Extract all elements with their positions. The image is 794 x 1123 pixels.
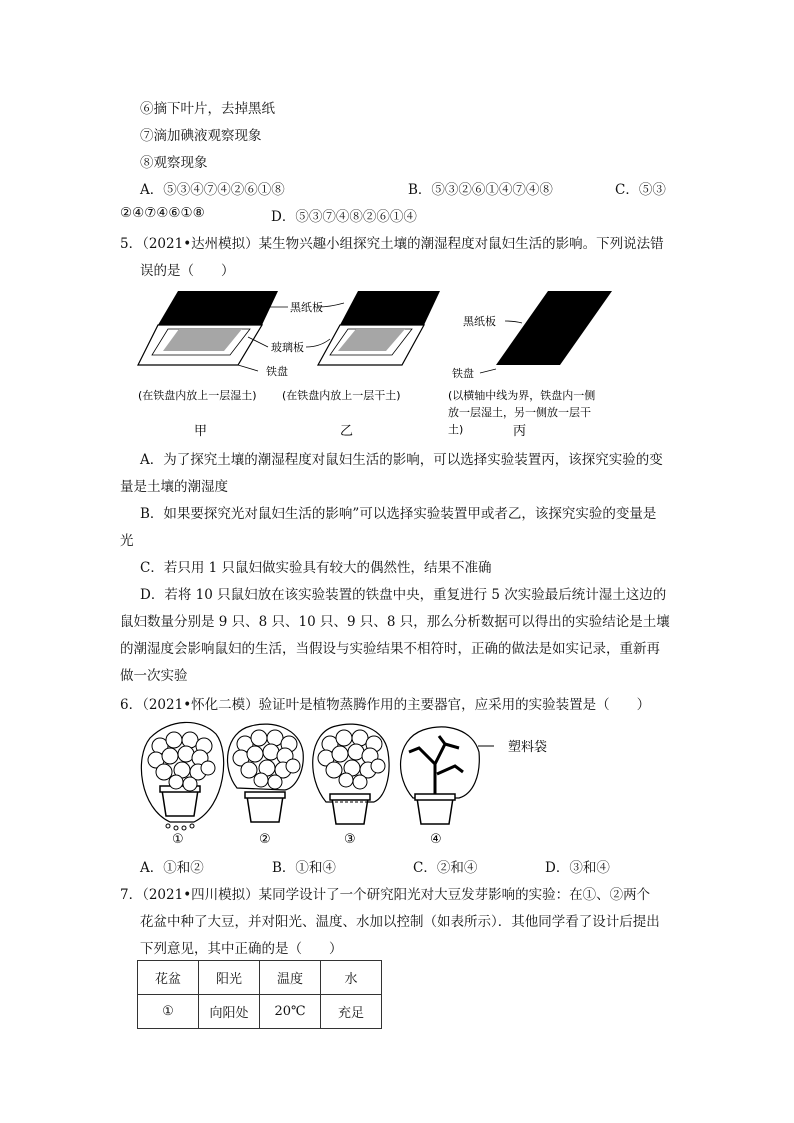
table-cell: 充足 (321, 995, 382, 1029)
label-black-board-2: 黑纸板 (463, 315, 496, 328)
q5-option-c: C．若只用 1 只鼠妇做实验具有较大的偶然性，结果不准确 (140, 560, 492, 576)
caption-bing-3: 土) (448, 423, 464, 436)
plant-1 (141, 722, 223, 830)
table-header-row (138, 961, 382, 995)
label-3: ③ (344, 832, 356, 847)
table-header: 温度 (260, 961, 321, 995)
name-bing: 丙 (513, 424, 527, 439)
caption-bing-1: (以横轴中线为界，铁盘内一侧 (448, 389, 596, 402)
q5-option-b: B．如果要探究光对鼠妇生活的影响”可以选择实验装置甲或者乙，该探究实验的变量是 (140, 506, 657, 522)
device-bing (496, 291, 612, 365)
q4-option-a: A．⑤③④⑦④②⑥①⑧ (140, 182, 285, 198)
q6-figure (130, 718, 570, 850)
q4-option-c-cont: ②④⑦④⑥①⑧ (120, 205, 205, 221)
plant-3 (313, 724, 389, 824)
table-header: 阳光 (199, 961, 260, 995)
device-yi (318, 291, 440, 365)
bag-label: 塑料袋 (508, 740, 548, 755)
table-cell: 向阳处 (199, 995, 260, 1029)
q5-figure (130, 285, 650, 440)
q6-option-c: C．②和④ (413, 860, 478, 876)
q5-option-d-cont-2: 的潮湿度会影响鼠妇的生活，当假设与实验结果不相符时，正确的做法是如实记录，重新再 (120, 641, 660, 657)
plant-2 (228, 724, 304, 822)
q4-option-c: C．⑤③ (615, 182, 666, 198)
table-row (138, 995, 382, 1029)
table-cell: ① (138, 995, 199, 1029)
q7-stem-cont-1: 花盆中种了大豆，并对阳光、温度、水加以控制（如表所示）．其他同学看了设计后提出 (140, 914, 660, 930)
q7-stem-cont-2: 下列意见，其中正确的是（ ） (140, 941, 343, 957)
q5-option-b-cont: 光 (120, 533, 134, 549)
q4-option-b: B．⑤③②⑥①④⑦④⑧ (408, 182, 553, 198)
device-jia (138, 291, 278, 365)
caption-bing-2: 放一层湿土，另一侧放一层干 (448, 406, 591, 419)
caption-jia: (在铁盘内放上一层湿土) (138, 389, 257, 402)
q6-option-a: A．①和② (140, 860, 204, 876)
label-2: ② (259, 832, 271, 847)
step-6: ⑥摘下叶片，去掉黑纸 (140, 101, 275, 117)
q4-option-d: D．⑤③⑦④⑧②⑥①④ (271, 209, 417, 225)
q5-option-d-cont-1: 鼠妇数量分别是 9 只、8 只、10 只、9 只、8 只，那么分析数据可以得出的实验结论是土壤 (120, 614, 670, 630)
label-4: ④ (430, 832, 442, 847)
q7-stem: 7．（2021•四川模拟）某同学设计了一个研究阳光对大豆发芽影响的实验：在①、②两个 (120, 887, 651, 903)
q5-stem-cont: 误的是（ ） (140, 263, 235, 279)
label-1: ① (172, 832, 184, 847)
caption-yi: (在铁盘内放上一层干土) (282, 389, 401, 402)
name-jia: 甲 (194, 424, 208, 439)
q5-option-d: D．若将 10 只鼠妇放在该实验装置的铁盘中央，重复进行 5 次实验最后统计湿土这边的 (140, 587, 667, 603)
q6-stem: 6．（2021•怀化二模）验证叶是植物蒸腾作用的主要器官，应采用的实验装置是（ ） (120, 697, 651, 713)
q5-stem: 5．（2021•达州模拟）某生物兴趣小组探究土壤的潮湿程度对鼠妇生活的影响。下列说法错 (120, 236, 664, 252)
label-tray-2: 铁盘 (452, 367, 474, 380)
step-8: ⑧观察现象 (140, 155, 208, 171)
plant-4 (401, 727, 480, 824)
q6-option-b: B．①和④ (272, 860, 336, 876)
q5-option-d-cont-3: 做一次实验 (120, 668, 188, 684)
label-black-board: 黑纸板 (290, 301, 323, 314)
table-header: 花盆 (138, 961, 199, 995)
q6-option-d: D．③和④ (545, 860, 610, 876)
label-tray: 铁盘 (266, 365, 288, 378)
table-header: 水 (321, 961, 382, 995)
name-yi: 乙 (340, 424, 354, 439)
q5-option-a-cont: 量是土壤的潮湿度 (120, 479, 228, 495)
table-cell: 20℃ (260, 995, 321, 1029)
label-glass-board: 玻璃板 (271, 341, 304, 354)
q7-table (137, 960, 382, 1029)
step-7: ⑦滴加碘液观察现象 (140, 128, 262, 144)
q5-option-a: A．为了探究土壤的潮湿程度对鼠妇生活的影响，可以选择实验装置丙，该探究实验的变 (140, 452, 663, 468)
